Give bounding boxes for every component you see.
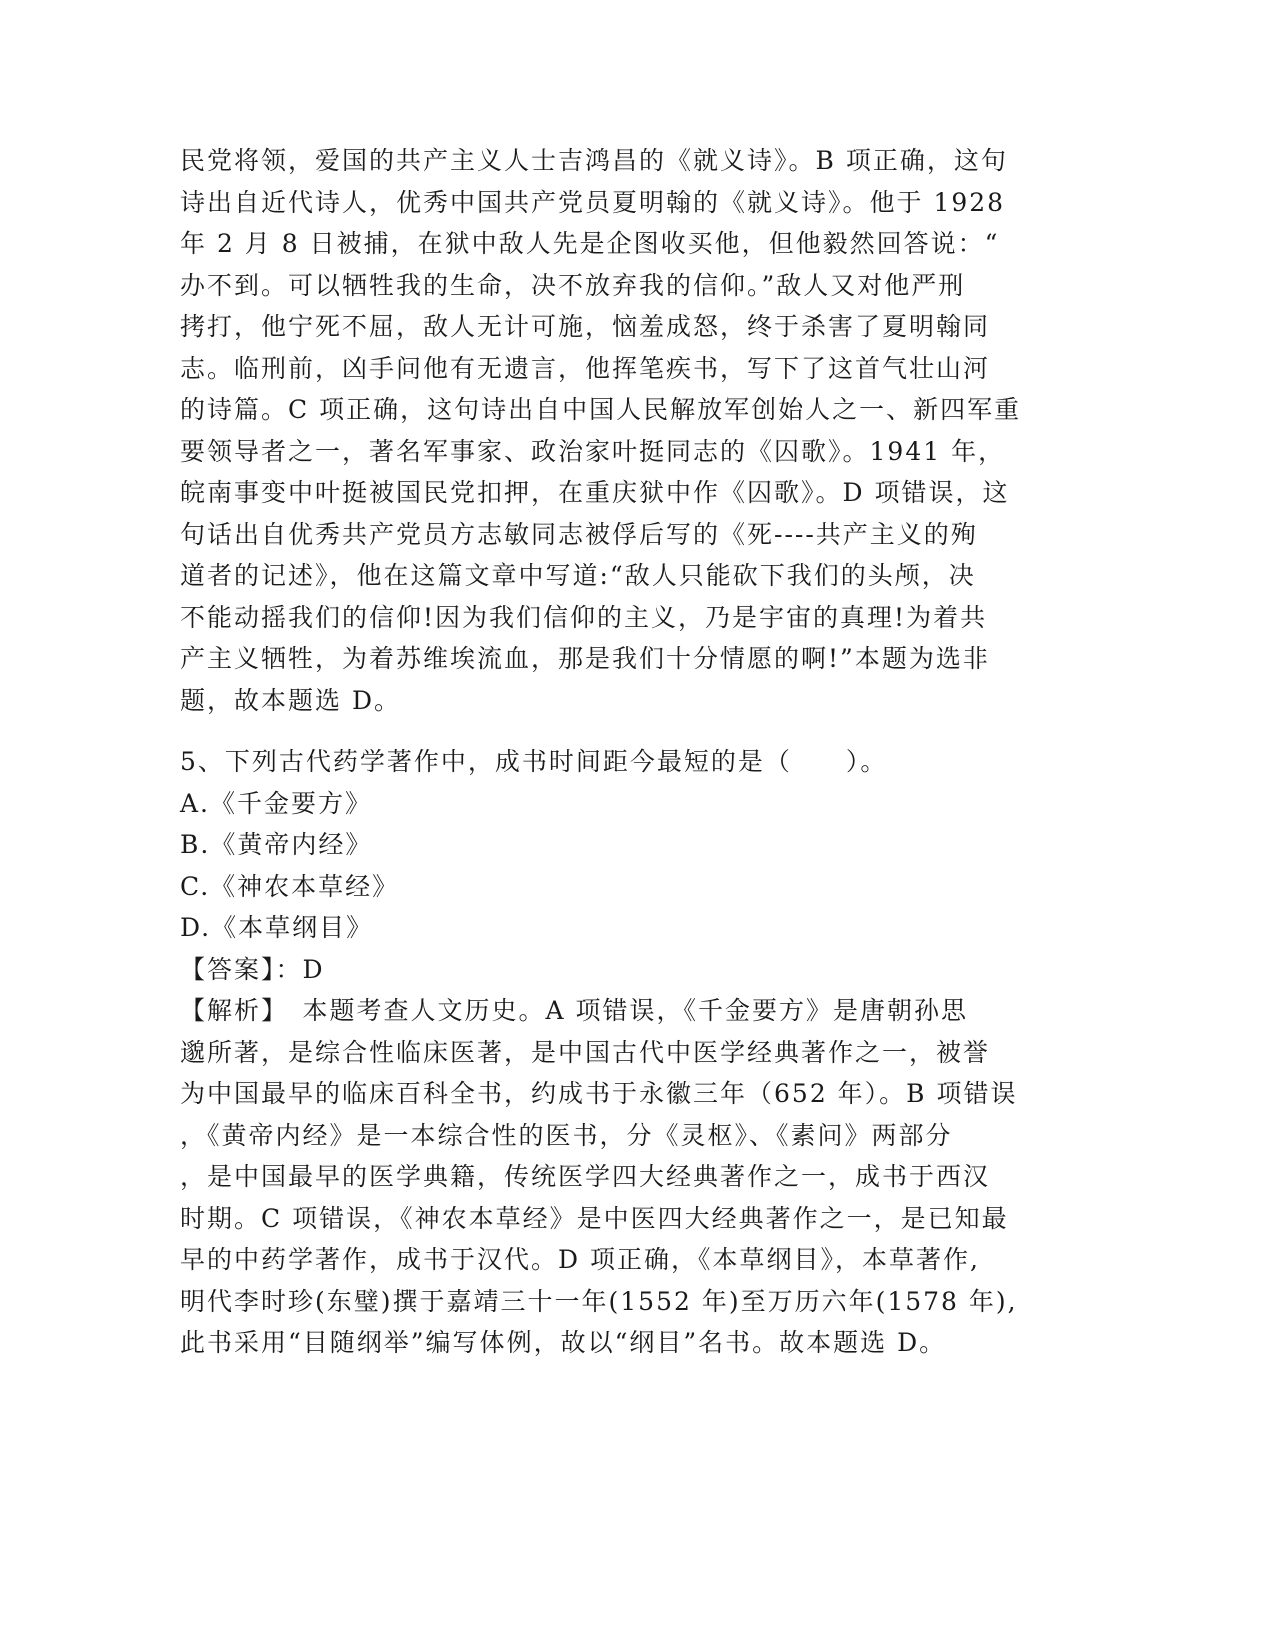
question-block (180, 741, 1040, 1364)
text-line: 为中国最早的临床百科全书，约成书于永徽三年（652 年）。B 项错误 (180, 1079, 1018, 1108)
text-line: 句话出自优秀共产党员方志敏同志被俘后写的《死----共产主义的殉 (180, 519, 978, 549)
text-line: 志。临刑前，凶手问他有无遗言，他挥笔疾书，写下了这首气壮山河 (180, 353, 991, 383)
text-line: 邈所著，是综合性临床医著，是中国古代中医学经典著作之一，被誉 (180, 1037, 991, 1067)
text-line: 题，故本题选 D。 (180, 685, 401, 715)
text-line: 产主义牺牲，为着苏维埃流血，那是我们十分情愿的啊!”本题为选非 (180, 644, 990, 673)
text-line: 的诗篇。C 项正确，这句诗出自中国人民解放军创始人之一、新四军重 (180, 395, 1022, 424)
text-line: 年 2 月 8 日被捕，在狱中敌人先是企图收买他，但他毅然回答说：“ (180, 229, 1000, 258)
question-stem: 5、下列古代药学著作中，成书时间距今最短的是（ ）。 (180, 747, 888, 776)
option-b: B.《黄帝内经》 (180, 830, 373, 859)
text-line: 道者的记述》，他在这篇文章中写道:“敌人只能砍下我们的头颅，决 (180, 561, 976, 590)
text-line: 办不到。可以牺牲我的生命，决不放弃我的信仰。”敌人又对他严刑 (180, 270, 966, 300)
answer-line: 【答案】：D (180, 954, 325, 984)
text-line: 民党将领，爱国的共产主义人士吉鸿昌的《就义诗》。B 项正确，这句 (180, 146, 1008, 175)
option-d: D.《本草纲目》 (180, 913, 374, 942)
previous-explanation (180, 140, 1040, 721)
text-line: 明代李时珍(东璧)撰于嘉靖三十一年(1552 年)至万历六年(1578 年), (180, 1286, 1018, 1316)
text-line: 要领导者之一，著名军事家、政治家叶挺同志的《囚歌》。1941 年， (180, 436, 1006, 466)
text-line: 早的中药学著作，成书于汉代。D 项正确，《本草纲目》，本草著作, (180, 1245, 980, 1274)
option-a: A.《千金要方》 (180, 788, 373, 818)
text-line: 时期。C 项错误，《神农本草经》是中医四大经典著作之一，是已知最 (180, 1203, 1009, 1233)
text-line: 拷打，他宁死不屈，敌人无计可施，恼羞成怒，终于杀害了夏明翰同 (180, 312, 991, 341)
explanation (180, 990, 1040, 1364)
option-c: C.《神农本草经》 (180, 871, 400, 901)
text-line: 【解析】 本题考查人文历史。A 项错误，《千金要方》是唐朝孙思 (180, 996, 969, 1025)
text-line: 此书采用“目随纲举”编写体例，故以“纲目”名书。故本题选 D。 (180, 1328, 947, 1357)
document-page (180, 140, 1040, 1364)
text-line: 皖南事变中叶挺被国民党扣押，在重庆狱中作《囚歌》。D 项错误，这 (180, 478, 1010, 507)
text-line: ，是中国最早的医学典籍，传统医学四大经典著作之一，成书于西汉 (180, 1162, 991, 1191)
paragraph-gap (180, 721, 1040, 741)
text-line: ，《黄帝内经》是一本综合性的医书，分《灵枢》、《素问》两部分 (180, 1120, 953, 1150)
text-line: 诗出自近代诗人，优秀中国共产党员夏明翰的《就义诗》。他于 1928 (180, 187, 1006, 217)
text-line: 不能动摇我们的信仰!因为我们信仰的主义，乃是宇宙的真理!为着共 (180, 602, 988, 632)
